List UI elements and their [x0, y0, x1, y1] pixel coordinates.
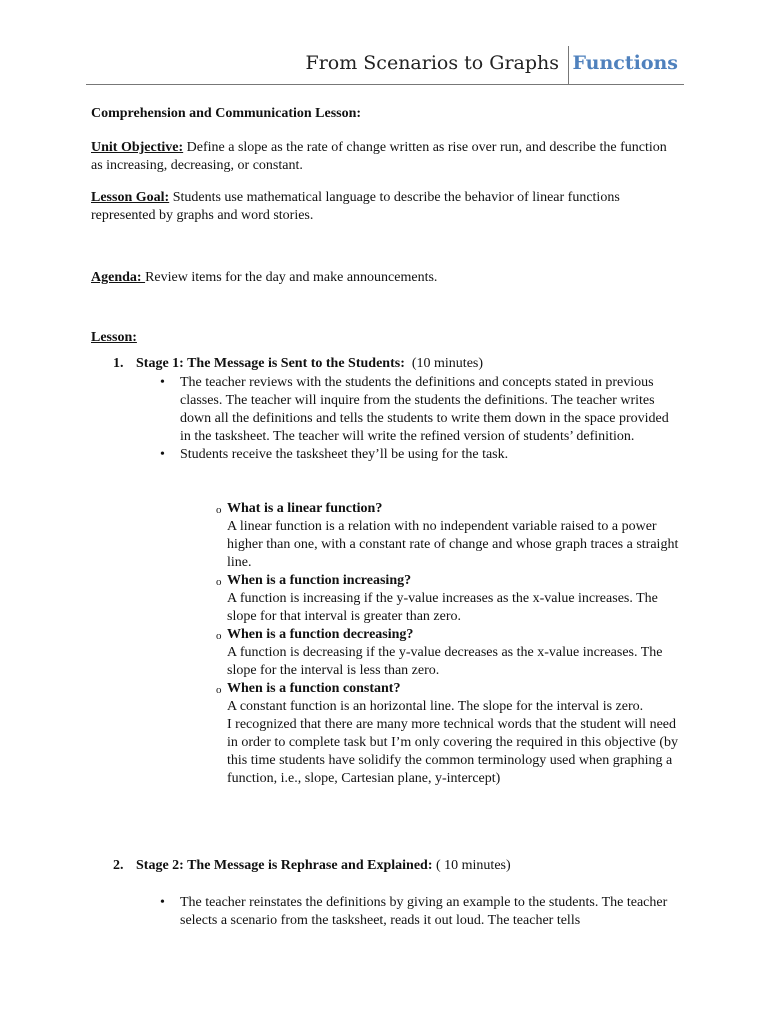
circle-bullet-glyph: o [216, 684, 222, 696]
circle-bullet-glyph: o [216, 576, 222, 588]
lesson-goal [91, 189, 681, 225]
list-item [216, 500, 683, 572]
question: When is a function constant? [227, 681, 401, 696]
stage-2-bullets [91, 894, 680, 930]
answer: A function is decreasing if the y-value decreases as the x-value increases. The slope for the interval is less than zero. [227, 645, 663, 678]
answer: A linear function is a relation with no independent variable raised to a power higher than one, with a constant rate of change and whose graph traces a straight line. [227, 519, 679, 570]
agenda [91, 269, 681, 287]
list-item [216, 626, 683, 680]
stage-2-title: Stage 2: The Message is Rephrase and Explained: [136, 858, 433, 873]
question: When is a function decreasing? [227, 627, 414, 642]
unit-objective-label: Unit Objective: [91, 140, 184, 155]
page-header [86, 44, 684, 85]
stage-1-bullets [91, 374, 680, 464]
unit-objective [91, 139, 681, 175]
list-item [216, 680, 683, 788]
answer: A function is increasing if the y-value increases as the x-value increases. The slope for that interval is greater than zero. [227, 591, 658, 624]
note: I recognized that there are many more technical words that the student will need in order to complete task but I’m only covering the required in this objective (by this time students have solidify the common terminology used when graphing a function, i.e., slope, Cartesian plane, y-intercept) [227, 717, 678, 786]
stage-2-time: ( 10 minutes) [432, 858, 511, 873]
question: When is a function increasing? [227, 573, 412, 588]
unit-objective-text: Define a slope as the rate of change written as rise over run, and describe the function as increasing, decreasing, or constant. [91, 140, 667, 173]
list-item: • Students receive the tasksheet they’ll be using for the task. [160, 447, 509, 462]
agenda-label: Agenda: [91, 270, 146, 285]
list-item: • The teacher reinstates the definitions by giving an example to the students. The teacher selects a scenario from the tasksheet, reads it out loud. The teacher tells [160, 895, 668, 928]
bullet-glyph: • [160, 447, 165, 462]
stage-2-number: 2. [113, 858, 124, 873]
stage-1-time: (10 minutes) [404, 356, 484, 371]
lesson-goal-label: Lesson Goal: [91, 190, 170, 205]
stage-1-number: 1. [113, 356, 124, 371]
circle-bullet-glyph: o [216, 504, 222, 516]
question: What is a linear function? [227, 501, 383, 516]
list-item: • The teacher reviews with the students the definitions and concepts stated in previous classes. The teacher will inquire from the students the definitions. The teacher writes down all the definitions and tells the students to write them down in the space provided in the tasksheet. The teacher will write the refined version of students’ definition. [160, 375, 669, 444]
stage-1 [91, 355, 681, 373]
agenda-text: Review items for the day and make announcements. [145, 270, 438, 285]
stage-2 [91, 857, 681, 875]
bullet-glyph: • [160, 895, 165, 910]
header-title: From Scenarios to Graphs [305, 52, 559, 74]
lesson-label: Lesson: [91, 330, 137, 345]
lesson-goal-text: Students use mathematical language to describe the behavior of linear functions represented by graphs and word stories. [91, 190, 620, 223]
circle-bullet-glyph: o [216, 630, 222, 642]
list-item [216, 572, 683, 626]
stage-1-title: Stage 1: The Message is Sent to the Students: [136, 356, 405, 371]
document-body [91, 105, 681, 353]
bullet-glyph: • [160, 375, 165, 390]
answer: A constant function is an horizontal line. The slope for the interval is zero. [227, 699, 644, 714]
stage-1-questions [91, 500, 683, 788]
header-divider [568, 46, 569, 84]
stage-2-heading [91, 857, 681, 875]
header-accent: Functions [572, 52, 678, 74]
lesson-heading: Comprehension and Communication Lesson: [91, 106, 362, 121]
stage-1-heading [91, 355, 681, 373]
